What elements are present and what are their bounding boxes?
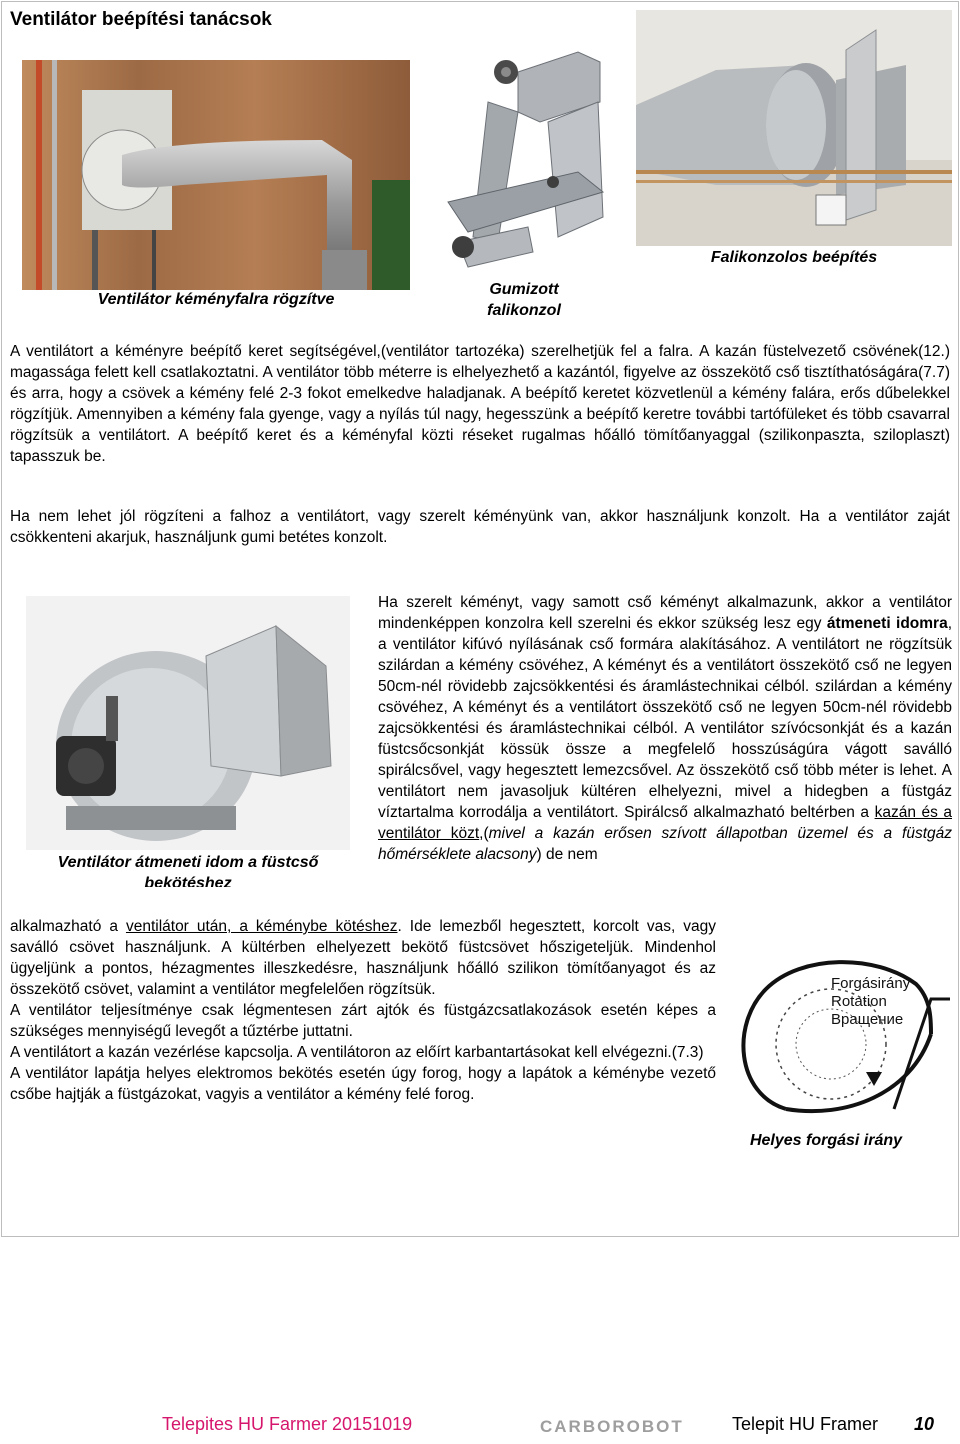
chimney-wall-fan-photo bbox=[22, 60, 410, 290]
bracket-paragraph bbox=[10, 506, 950, 548]
paragraph-1: A ventilátort a kéményre beépítő keret segítségével,(ventilátor tartozéka) szerelhetjük fel a falra. A kazán füstelvezető csövének(12.) magassága felett kell csatlakoztatni. A ventilátor több méterre is elhelyezhető a kazántól, figyelve az összekötő cső tisztíthatóságára(7.7) és arra, hogy a csövek a kémény felé 2-3 fokot emelkedve haladjanak. A beépítő keretet közvetlenül a kémény falára, erős dűbelekkel rögzítjük. Amennyiben a kémény fala gyenge, vagy a nyílás túl nagy, hegesszünk a beépítő keretre további tartófüleket és több csavarral rögzítsük a ventilátort. A beépítő keret és a kéményfal közti réseket rugalmas hőálló tömítőanyaggal (szilikonpaszta, sziloplaszt) tapasszuk be. bbox=[10, 343, 950, 465]
right-text-c: , a ventilátor kifúvó nyílásának cső formára alakításához. A ventilátort ne rögzítsük szilárdan a kémény csövéhez, A kéményt és a ventilátort összekötő cső ne legyen 50cm-nél rövidebb zajcsökkentési és áramlástechnikai célból. szilárdan a kémény csövéhez, A kéményt és a ventilátort összekötő cső ne legyen 50cm-nél rövidebb zajcsökkentési és áramlástechnikai célból. A ventilátor szívócsonkját és a kazán füstcsőcsonkját kössük össze a megfelelő hosszúságúra vágott saválló spirálcsővel, vagy hegesztett lemezcsővel. Az összekötő cső több méter is lehet. A ventilátort nem javasoljuk kültéren elhelyezni, mivel a hidegben a füstgáz víztartalma korrodálja a ventilátort. Spirálcső alkalmazható beltérben a bbox=[378, 615, 952, 821]
right-text-g: ) de nem bbox=[536, 846, 598, 863]
wall-bracket-installation-photo bbox=[636, 10, 952, 246]
footer-document-id: Telepites HU Farmer 20151019 bbox=[162, 1414, 413, 1434]
right-text-a: Ha szerelt kéményt, vagy samott cső kéményt alkalmazunk, akkor a ventilátor mindenképpen konzolra kell szerelni és ekkor szükség lesz egy bbox=[378, 594, 952, 632]
rotation-label-en: Rotation bbox=[831, 993, 887, 1010]
left-paragraph-3: A ventilátort a kazán vezérlése kapcsolja. A ventilátoron az előírt karbantartásokat kell elvégezni.(7.3) bbox=[10, 1044, 704, 1061]
left-paragraph-4: A ventilátor lapátja helyes elektromos bekötés esetén úgy forog, hogy a lapátok a kéménybe vezető csőbe hajtják a füstgázokat, vagyis a ventilátor a kémény felé forog. bbox=[10, 1065, 716, 1103]
left-column-text bbox=[10, 916, 716, 1105]
caption-chimney-wall: Ventilátor kéményfalra rögzítve bbox=[97, 291, 335, 308]
right-column-text bbox=[378, 592, 952, 865]
caption-transition-line2: bekötéshez bbox=[144, 875, 232, 887]
rotation-label-hu: Forgásirány bbox=[831, 975, 911, 992]
left-text-after-fan: ventilátor után, a kéménybe kötéshez bbox=[125, 918, 398, 935]
caption-transition-line1: Ventilátor átmeneti idom a füstcső bbox=[57, 854, 319, 871]
right-text-e: ,( bbox=[479, 825, 489, 842]
caption-rotation: Helyes forgási irány bbox=[749, 1132, 903, 1149]
rotation-diagram bbox=[726, 944, 950, 1124]
left-text-c: . Ide lemezből hegesztett, korcolt vas, vagy saválló csövet használjunk. A kültérben elhelyezett bekötő füstcsövet hőszigeteljük. Mindenhol ügyeljünk a pontos, hézagmentes illeszkedésre, használjunk hőálló szilikon tömítőanyagot és az összekötő csövet, valamint a ventilátor megfelelően rögzítsük. bbox=[10, 918, 717, 998]
rubber-wall-bracket-photo bbox=[428, 42, 620, 280]
right-text-boiler-fan: kazán és a ventilátor közt bbox=[378, 804, 952, 842]
caption-rubber-bracket-line2: falikonzol bbox=[487, 302, 561, 319]
left-text-a: alkalmazható a bbox=[10, 918, 126, 935]
page-title: Ventilátor beépítési tanácsok bbox=[10, 9, 272, 30]
right-text-transition-piece: átmeneti idomra bbox=[826, 615, 948, 632]
left-paragraph-2: A ventilátor teljesítménye csak légmentesen zárt ajtók és füstgázcsatlakozások esetén képes a szükséges mennyiségű levegőt a tűztérbe juttatni. bbox=[10, 1002, 716, 1040]
rotation-label-ru: Вращение bbox=[831, 1011, 904, 1028]
paragraph-2: Ha nem lehet jól rögzíteni a falhoz a ventilátort, vagy szerelt kéményünk van, akkor használjunk konzolt. Ha a ventilátor zaját csökkenteni akarjuk, használjunk gumi betétes konzolt. bbox=[10, 508, 950, 546]
caption-wall-bracket: Falikonzolos beépítés bbox=[710, 249, 878, 266]
page-number: 10 bbox=[914, 1414, 935, 1434]
transition-piece-photo bbox=[26, 596, 350, 850]
footer-section-name: Telepit HU Framer bbox=[732, 1414, 879, 1434]
intro-paragraph bbox=[10, 341, 950, 467]
right-text-reason: mivel a kazán erősen szívott állapotban üzemel és a füstgáz hőmérséklete alacsony bbox=[378, 825, 952, 863]
carborobot-logo: CARBOROBOT bbox=[540, 1417, 684, 1436]
caption-rubber-bracket-line1: Gumizott bbox=[489, 281, 559, 298]
